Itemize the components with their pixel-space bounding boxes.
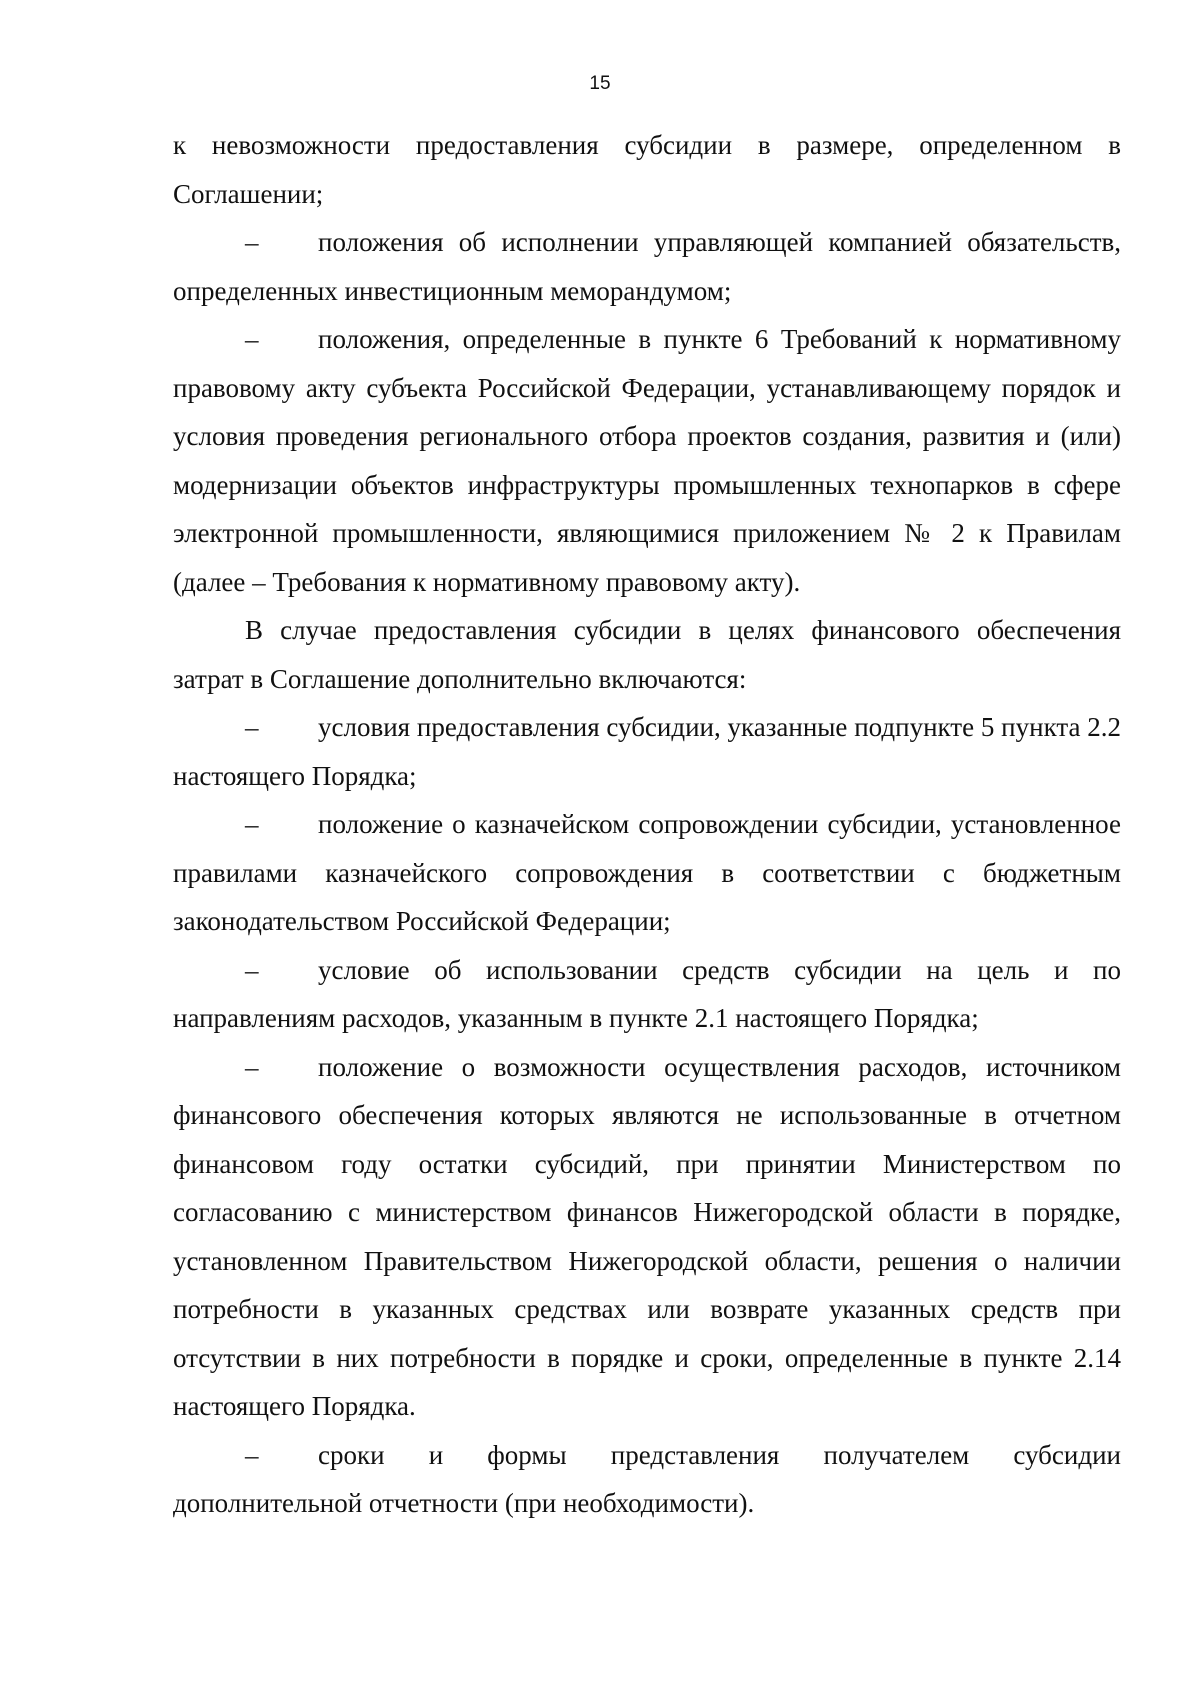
dash-bullet: – bbox=[245, 1439, 259, 1470]
list-item-dash bbox=[173, 315, 1121, 606]
dash-bullet: – bbox=[245, 712, 259, 742]
list-item-dash bbox=[173, 1431, 1121, 1528]
paragraph-text: положение о возможности осуществления расходов, источником финансового обеспечения которых являются не использованные в отчетном финансовом году остатки субсидий, при принятии Министерством по согласованию с министерством финансов Нижегородской области в порядке, установленном Правительством Нижегородской области, решения о наличии потребности в указанных средствах или возврате указанных средств при отсутствии в них потребности в порядке и сроки, определенные в пункте 2.14 настоящего Порядка. bbox=[173, 1051, 1121, 1421]
list-item-dash bbox=[173, 946, 1121, 1043]
paragraph-text: В случае предоставления субсидии в целях финансового обеспечения затрат в Соглашение дополнительно включаются: bbox=[173, 615, 1121, 694]
paragraph-text: условие об использовании средств субсидии на цель и по направлениям расходов, указанным в пункте 2.1 настоящего Порядка; bbox=[173, 954, 1121, 1033]
paragraph-text: положения, определенные в пункте 6 Требований к нормативному правовому акту субъекта Российской Федерации, устанавливающему порядок и условия проведения регионального отбора проектов создания, развития и (или) модернизации объектов инфраструктуры промышленных технопарков в сфере электронной промышленности, являющимися приложением № 2 к Правилам (далее – Требования к нормативному правовому акту). bbox=[173, 324, 1121, 597]
dash-bullet: – bbox=[245, 324, 259, 354]
dash-bullet: – bbox=[245, 809, 259, 839]
paragraph-text: положение о казначейском сопровождении субсидии, установленное правилами казначейского сопровождения в соответствии с бюджетным законодательством Российской Федерации; bbox=[173, 809, 1121, 936]
paragraph-text: условия предоставления субсидии, указанные подпункте 5 пункта 2.2 настоящего Порядка; bbox=[173, 712, 1121, 791]
paragraph-continuation bbox=[173, 121, 1121, 218]
paragraph-text: к невозможности предоставления субсидии в размере, определенном в Соглашении; bbox=[173, 130, 1121, 209]
dash-bullet: – bbox=[245, 1051, 259, 1082]
paragraph-indented bbox=[173, 606, 1121, 703]
list-item-dash bbox=[173, 703, 1121, 800]
document-body bbox=[173, 121, 1121, 1528]
list-item-dash bbox=[173, 1043, 1121, 1431]
dash-bullet: – bbox=[245, 954, 259, 985]
paragraph-text: сроки и формы представления получателем субсидии дополнительной отчетности (при необходимости). bbox=[173, 1439, 1121, 1518]
paragraph-text: положения об исполнении управляющей компанией обязательств, определенных инвестиционным меморандумом; bbox=[173, 227, 1121, 306]
list-item-dash bbox=[173, 800, 1121, 946]
page-number: 15 bbox=[589, 73, 611, 94]
list-item-dash bbox=[173, 218, 1121, 315]
dash-bullet: – bbox=[245, 227, 259, 257]
